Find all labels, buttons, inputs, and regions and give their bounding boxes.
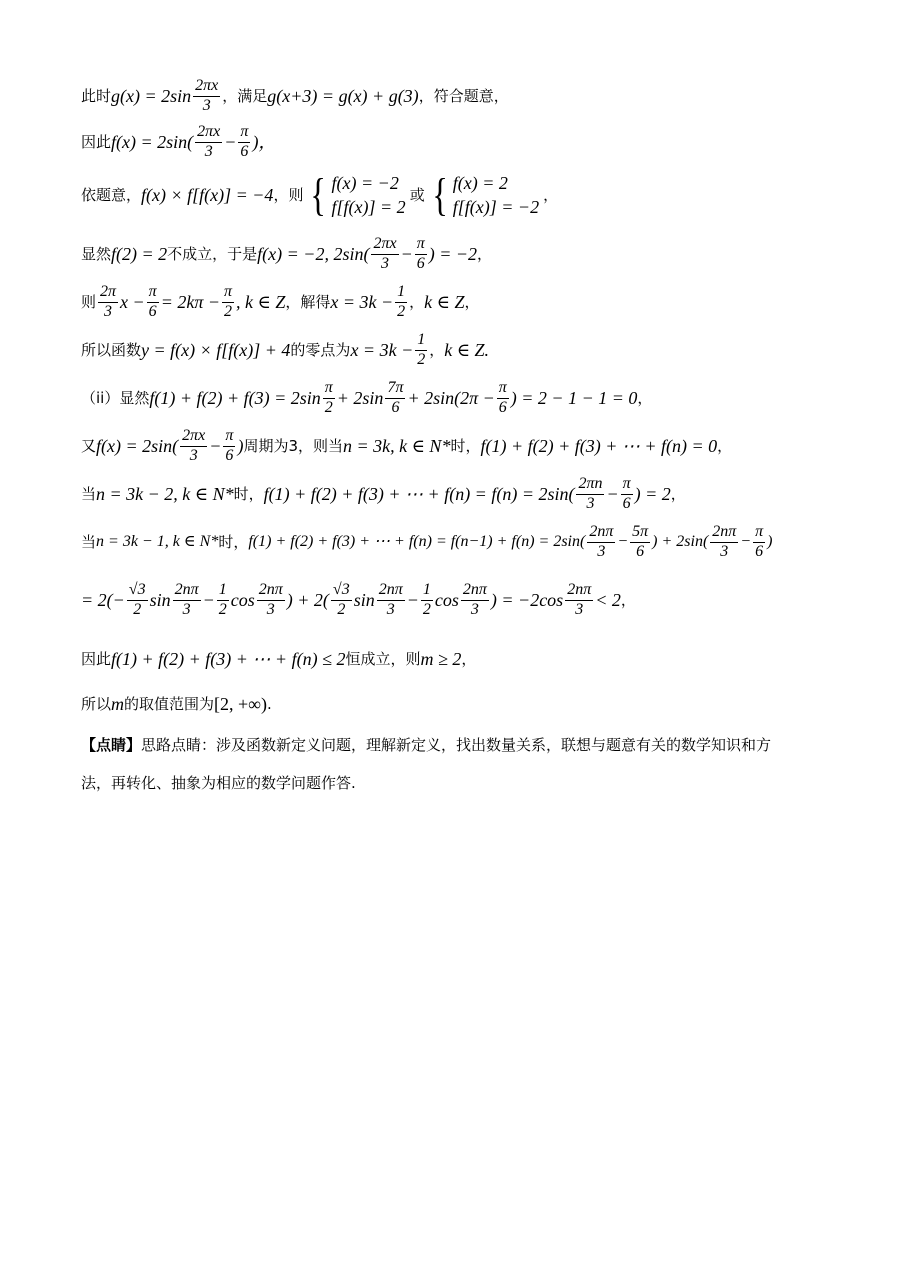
numerator: √3 [127,582,148,601]
text: 则 [81,292,97,311]
formula: − [617,533,629,551]
fraction [565,582,593,619]
formula: cos [230,590,255,611]
text: 周期为3，则当 [243,436,343,455]
denominator: 6 [225,446,234,464]
formula: f(2) = 2 [111,244,168,265]
fraction [621,476,633,513]
denominator: 3 [470,600,479,618]
text: （ii）显然 [81,388,150,407]
line-10 [81,524,772,561]
denominator: 6 [755,542,764,560]
line-3 [81,169,559,220]
formula: k ∈ Z [424,292,465,313]
denominator: 6 [498,398,507,416]
numerator: √3 [331,582,352,601]
line-11 [81,582,636,619]
denominator: 3 [204,142,213,160]
numerator: 2nπ [565,582,593,601]
numerator: π [238,124,250,143]
numerator: π [223,428,235,447]
system-rows [332,174,406,216]
equation: f(x) = −2 [331,173,399,193]
fraction [587,524,615,561]
fraction [395,284,407,321]
text: ， [477,244,493,263]
equation-system [429,169,540,220]
text: 又 [81,436,97,455]
line-5 [81,284,480,321]
text: ，满足 [222,86,268,105]
formula: = 2kπ − [160,292,220,313]
denominator: 2 [324,398,333,416]
fraction [385,380,405,417]
numerator: 2nπ [461,582,489,601]
equation-system [307,169,406,220]
fraction [421,582,433,619]
text: 时， [450,436,481,455]
fraction [147,284,159,321]
fraction [217,582,229,619]
denominator: 6 [391,398,400,416]
formula: n = 3k − 1, k ∈ N* [96,533,219,551]
formula: f(x) = 2sin( [111,132,194,153]
text: . [267,694,272,713]
text: 当 [81,484,97,503]
text: 所以函数 [81,340,142,359]
fraction [238,124,250,161]
system-rows [453,174,539,216]
formula: f(1) + f(2) + f(3) + ⋯ + f(n) = 0 [480,436,718,457]
fraction [98,284,118,321]
formula: − [224,132,237,153]
text: 依题意， [81,185,142,204]
formula: − [209,436,222,457]
text: 显然 [81,244,112,263]
formula: ) = 2 − 1 − 1 = 0 [510,388,638,409]
line-13 [81,695,272,713]
denominator: 6 [416,254,425,272]
fraction [127,582,148,619]
denominator: 3 [575,600,584,618]
denominator: 2 [337,600,346,618]
numerator: π [323,380,335,399]
numerator: 2πx [193,78,220,97]
formula: g(x+3) = g(x) + g(3) [267,86,419,107]
fraction [195,124,222,161]
text: 的取值范围为 [124,694,215,713]
text: 的零点为 [290,340,351,359]
equation: f[f(x)] = 2 [331,197,406,217]
denominator: 2 [417,350,426,368]
text: 当 [81,532,97,551]
formula: ) + 2( [286,590,329,611]
text: ， [464,292,480,311]
line-14 [81,738,771,753]
fraction [222,284,234,321]
formula: ) [237,436,244,457]
numerator: 2πn [576,476,604,495]
equation: f(x) = 2 [452,173,508,193]
formula: − [406,590,419,611]
formula: ) = 2 [634,484,671,505]
formula: − [202,590,215,611]
formula: f(1) + f(2) + f(3) + ⋯ + f(n) = f(n−1) + f(n) = 2sin( [248,533,586,551]
fraction [223,428,235,465]
formula: x = 3k − [350,340,414,361]
formula: ) = −2cos [490,590,564,611]
text: 思路点睛：涉及函数新定义问题，理解新定义，找出数量关系，联想与题意有关的数学知识和方 [141,736,772,754]
formula: ) = −2 [428,244,478,265]
brace-icon: { [432,169,448,220]
fraction [576,476,604,513]
fraction [415,332,427,369]
formula: , k ∈ Z [236,292,286,313]
fraction [173,582,201,619]
denominator: 3 [182,600,191,618]
equation: f[f(x)] = −2 [452,197,540,217]
formula: [2, +∞) [214,694,268,714]
formula: f(x) = 2sin( [96,436,179,457]
formula: ) [767,533,773,551]
text: ， [543,185,559,204]
formula: = 2(− [81,590,125,611]
fraction [630,524,650,561]
text: 恒成立，则 [345,649,421,668]
formula: n = 3k − 2, k ∈ N* [96,484,234,505]
numerator: 2nπ [710,524,738,543]
numerator: 2π [98,284,118,303]
denominator: 3 [386,600,395,618]
line-9 [81,476,686,513]
line-8 [81,428,732,465]
text: ，解得 [285,292,331,311]
denominator: 6 [148,302,157,320]
denominator: 3 [202,96,211,114]
line-1 [81,78,509,115]
text: ， [717,436,733,455]
numerator: π [147,284,159,303]
formula: f(1) + f(2) + f(3) = 2sin [149,388,321,409]
numerator: 1 [395,284,407,303]
denominator: 6 [240,142,249,160]
formula: x = 3k − [330,292,394,313]
text: ， [409,292,425,311]
denominator: 2 [397,302,406,320]
denominator: 2 [224,302,232,320]
text: ， [461,649,477,668]
text: ，则 [273,185,304,204]
numerator: 2πx [371,236,398,255]
formula: − [606,484,619,505]
denominator: 3 [189,446,198,464]
numerator: 2πx [180,428,207,447]
line-2 [81,124,276,161]
formula: f(1) + f(2) + f(3) + ⋯ + f(n) ≤ 2 [111,649,346,669]
formula: m [111,694,125,714]
denominator: 3 [266,600,275,618]
fraction [461,582,489,619]
numerator: 7π [385,380,405,399]
note-label: 【点睛】 [81,736,142,754]
numerator: π [497,380,509,399]
denominator: 6 [622,494,631,512]
formula: + 2sin [336,388,384,409]
text: 或 [409,185,425,204]
formula: sin [149,590,171,611]
denominator: 3 [586,494,595,512]
text: ， [637,388,653,407]
formula: < 2 [595,590,621,611]
numerator: 5π [630,524,650,543]
numerator: π [222,284,234,303]
numerator: 1 [415,332,427,351]
formula: )， [252,132,277,153]
fraction [193,78,220,115]
line-15 [81,776,356,791]
line-12 [81,650,476,668]
line-6 [81,332,489,369]
text: 所以 [81,694,112,713]
fraction [415,236,427,273]
brace-icon: { [310,169,327,220]
text: 法，再转化、抽象为相应的数学问题作答. [81,774,356,792]
fraction [323,380,335,417]
text: 因此 [81,649,112,668]
denominator: 3 [104,302,113,320]
fraction [331,582,352,619]
fraction [377,582,405,619]
numerator: 1 [421,582,433,601]
formula: k ∈ Z. [444,340,490,361]
denominator: 2 [133,600,142,618]
numerator: 2nπ [587,524,615,543]
formula: f(x) × f[f(x)] = −4 [141,185,274,205]
formula: cos [434,590,459,611]
formula: x − [120,292,145,313]
text: 因此 [81,132,112,151]
numerator: 2nπ [377,582,405,601]
formula: sin [353,590,375,611]
denominator: 2 [422,600,431,618]
text: 时， [218,532,249,551]
text: 不成立，于是 [167,244,258,263]
denominator: 2 [218,600,227,618]
numerator: 2nπ [173,582,201,601]
text: ，符合题意， [418,86,509,105]
fraction [710,524,738,561]
formula: f(x) = −2, 2sin( [257,244,370,265]
formula: − [400,244,413,265]
formula: y = f(x) × f[f(x)] + 4 [141,340,291,361]
fraction [371,236,398,273]
formula: + 2sin(2π − [407,388,495,409]
fraction [257,582,285,619]
numerator: 2nπ [257,582,285,601]
text: ， [429,340,445,359]
formula: − [740,533,752,551]
formula: f(1) + f(2) + f(3) + ⋯ + f(n) = f(n) = 2sin( [263,484,575,505]
numerator: 1 [217,582,229,601]
formula: ) + 2sin( [652,533,709,551]
denominator: 3 [381,254,390,272]
numerator: π [621,476,633,495]
numerator: π [753,524,765,543]
formula: n = 3k, k ∈ N* [342,436,451,457]
fraction [497,380,509,417]
fraction [180,428,207,465]
fraction [753,524,765,561]
text: ， [620,590,636,609]
denominator: 3 [720,542,729,560]
denominator: 6 [636,542,645,560]
formula: g(x) = 2sin [111,86,192,107]
formula: m ≥ 2 [420,649,462,669]
numerator: 2πx [195,124,222,143]
text: 时， [233,484,264,503]
denominator: 3 [597,542,606,560]
line-7 [81,380,652,417]
line-4 [81,236,492,273]
numerator: π [415,236,427,255]
text: ， [670,484,686,503]
text: 此时 [81,86,112,105]
